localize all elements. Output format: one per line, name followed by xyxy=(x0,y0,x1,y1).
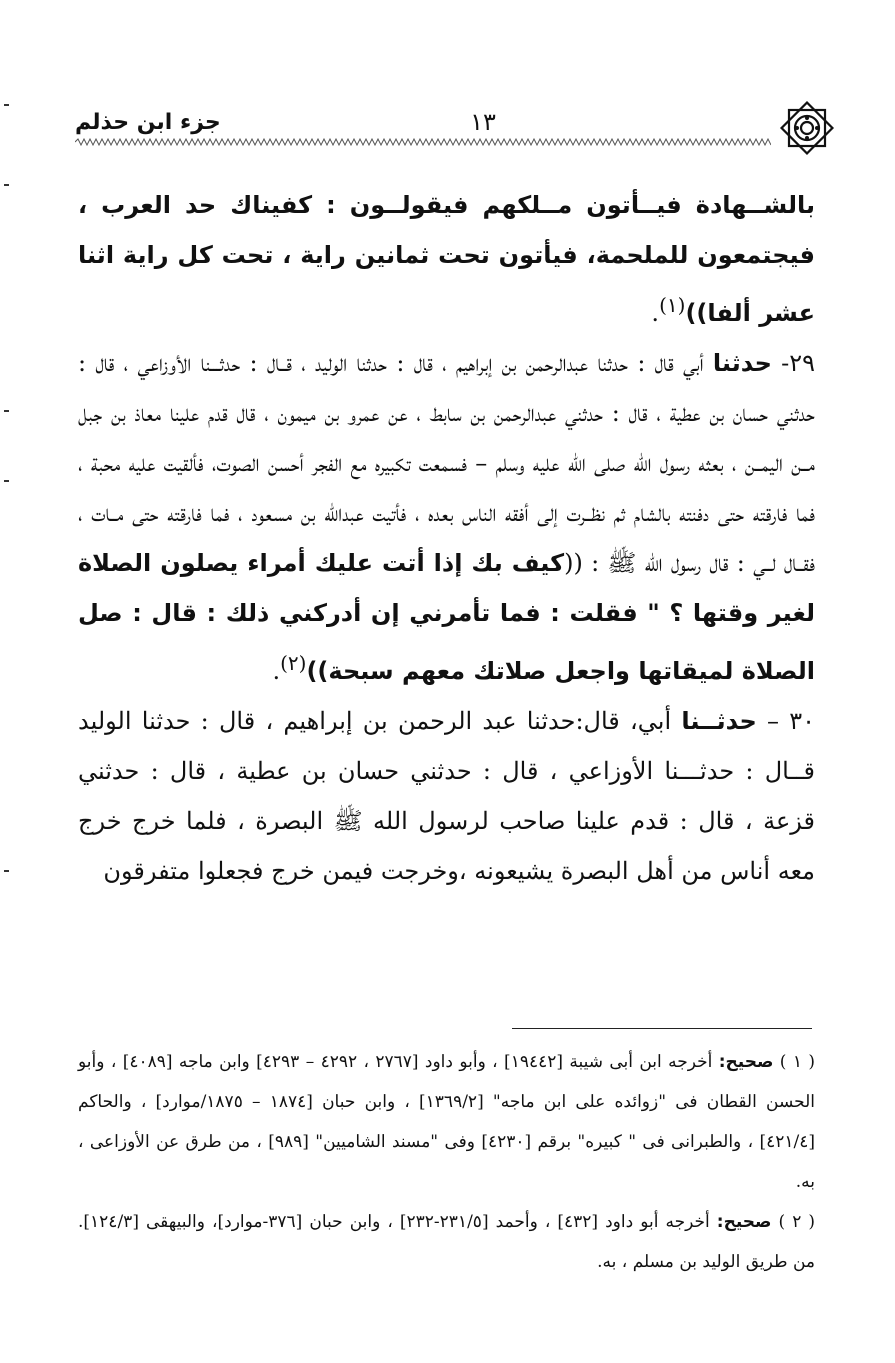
footnote-marker-1: (١) xyxy=(659,293,686,317)
footnote-separator xyxy=(512,1028,812,1029)
quote-close-mark: )) xyxy=(306,657,329,685)
footnote-1-label: صحيح: xyxy=(718,1052,774,1072)
footnote-2 xyxy=(78,1202,815,1282)
paragraph-continuation xyxy=(78,180,815,338)
hadith-29-lead: حدثنا xyxy=(712,349,772,377)
hadith-28-ending: بالشــهادة فيــأتون مــلكهم فيقولــون : كفيناك حد العرب ، فيجتمعون للملحمة، فيأتون تحت ثمانين راية ، تحت كل راية اثنا عشر ألفا xyxy=(78,191,815,327)
period: . xyxy=(272,657,281,685)
page-number: ١٣ xyxy=(470,108,496,136)
period: . xyxy=(651,299,660,327)
page-header xyxy=(75,100,835,156)
hadith-29-isnad: أبي قال : حدثنا عبدالرحمن بن إبراهيم ، قال : حدثنا الوليد ، قــال : حدثـــنا الأوزاعي ، قال : حدثني حسان بن عطية ، قال : حدثني عبدالرحمن بن سابط ، عن عمرو بن ميمون ، قال قدم علينا معاذ بن جبل مــن اليمــن ، بعثه رسول الله صلى الله عليه وسلم – فسمعت تكبيره مع الفجر أحسن الصوت، فألقيت عليه محبة ، فما فارقته حتى دفنته بالشام ثم نظــرت إلى أفقه الناس بعده ، فأتيت عبدالله بن مسعود ، فما فارقته حتى مــات ، فقــال لــي : قال رسول الله ﷺ : xyxy=(78,349,816,577)
hadith-30-lead: حدثــنا xyxy=(681,707,757,735)
hadith-30-number: ٣٠ – xyxy=(756,707,816,735)
main-text xyxy=(78,180,815,896)
book-title: جزء ابن حذلم xyxy=(75,110,221,135)
header-wavy-rule xyxy=(75,138,771,146)
footnote-2-text: أخرجه أبو داود [٤٣٢] ، وأحمد [٢٣١/٥-٢٣٢] ، وابن حبان [٣٧٦-موارد]، والبيهقى [١٢٤/٣]. من طريق الوليد بن مسلم ، به. xyxy=(78,1212,815,1272)
hadith-29 xyxy=(78,338,815,696)
scan-edge-mark xyxy=(4,870,9,872)
scan-edge-mark xyxy=(4,410,9,412)
quote-open-mark: (( xyxy=(564,549,583,577)
hadith-30 xyxy=(78,696,815,896)
quote-close-mark: )) xyxy=(685,299,708,327)
footnote-2-label: صحيح: xyxy=(716,1212,772,1232)
hadith-30-text: أبي، قال:حدثنا عبد الرحمن بن إبراهيم ، قال : حدثنا الوليد قــال : حدثـــنا الأوزاعي ، قال : حدثني حسان بن عطية ، قال : حدثني قزعة ، قال : قدم علينا صاحب لرسول الله ﷺ البصرة ، فلما خرج خرج معه أناس من أهل البصرة يشيعونه ،وخرجت فيمن خرج فجعلوا متفرقون xyxy=(78,707,815,885)
scan-edge-mark xyxy=(4,480,9,482)
scan-edge-mark xyxy=(4,104,9,106)
scan-edge-mark xyxy=(4,184,9,186)
footnote-1-text: أخرجه ابن أبى شيبة [١٩٤٤٢] ، وأبو داود [٢٧٦٧ ، ٤٢٩٢ – ٤٢٩٣] وابن ماجه [٤٠٨٩] ، وأبو الحسن القطان فى "زوائده على ابن ماجه" [١٣٦٩/٢] ، وابن حبان [١٨٧٤ – ١٨٧٥/موارد] ، والحاكم [٤٢١/٤] ، والطبرانى فى " كبيره" برقم [٤٢٣٠] وفى "مسند الشاميين" [٩٨٩] ، من طرق عن الأوزاعى ، به. xyxy=(78,1052,816,1192)
hadith-29-number: ٢٩- xyxy=(771,349,815,377)
footnote-2-marker: ( ٢ ) xyxy=(771,1212,816,1232)
footnote-marker-2: (٢) xyxy=(280,651,307,675)
footnote-1 xyxy=(78,1042,815,1202)
eight-point-star-ornament-icon xyxy=(779,100,835,156)
footnotes xyxy=(78,1042,815,1282)
footnote-1-marker: ( ١ ) xyxy=(773,1052,815,1072)
hadith-29-matn: كيف بك إذا أتت عليك أمراء يصلون الصلاة لغير وقتها ؟ " فقلت : فما تأمرني إن أدركني ذلك : قال : صل الصلاة لميقاتها واجعل صلاتك معهم سبحة xyxy=(78,549,815,685)
